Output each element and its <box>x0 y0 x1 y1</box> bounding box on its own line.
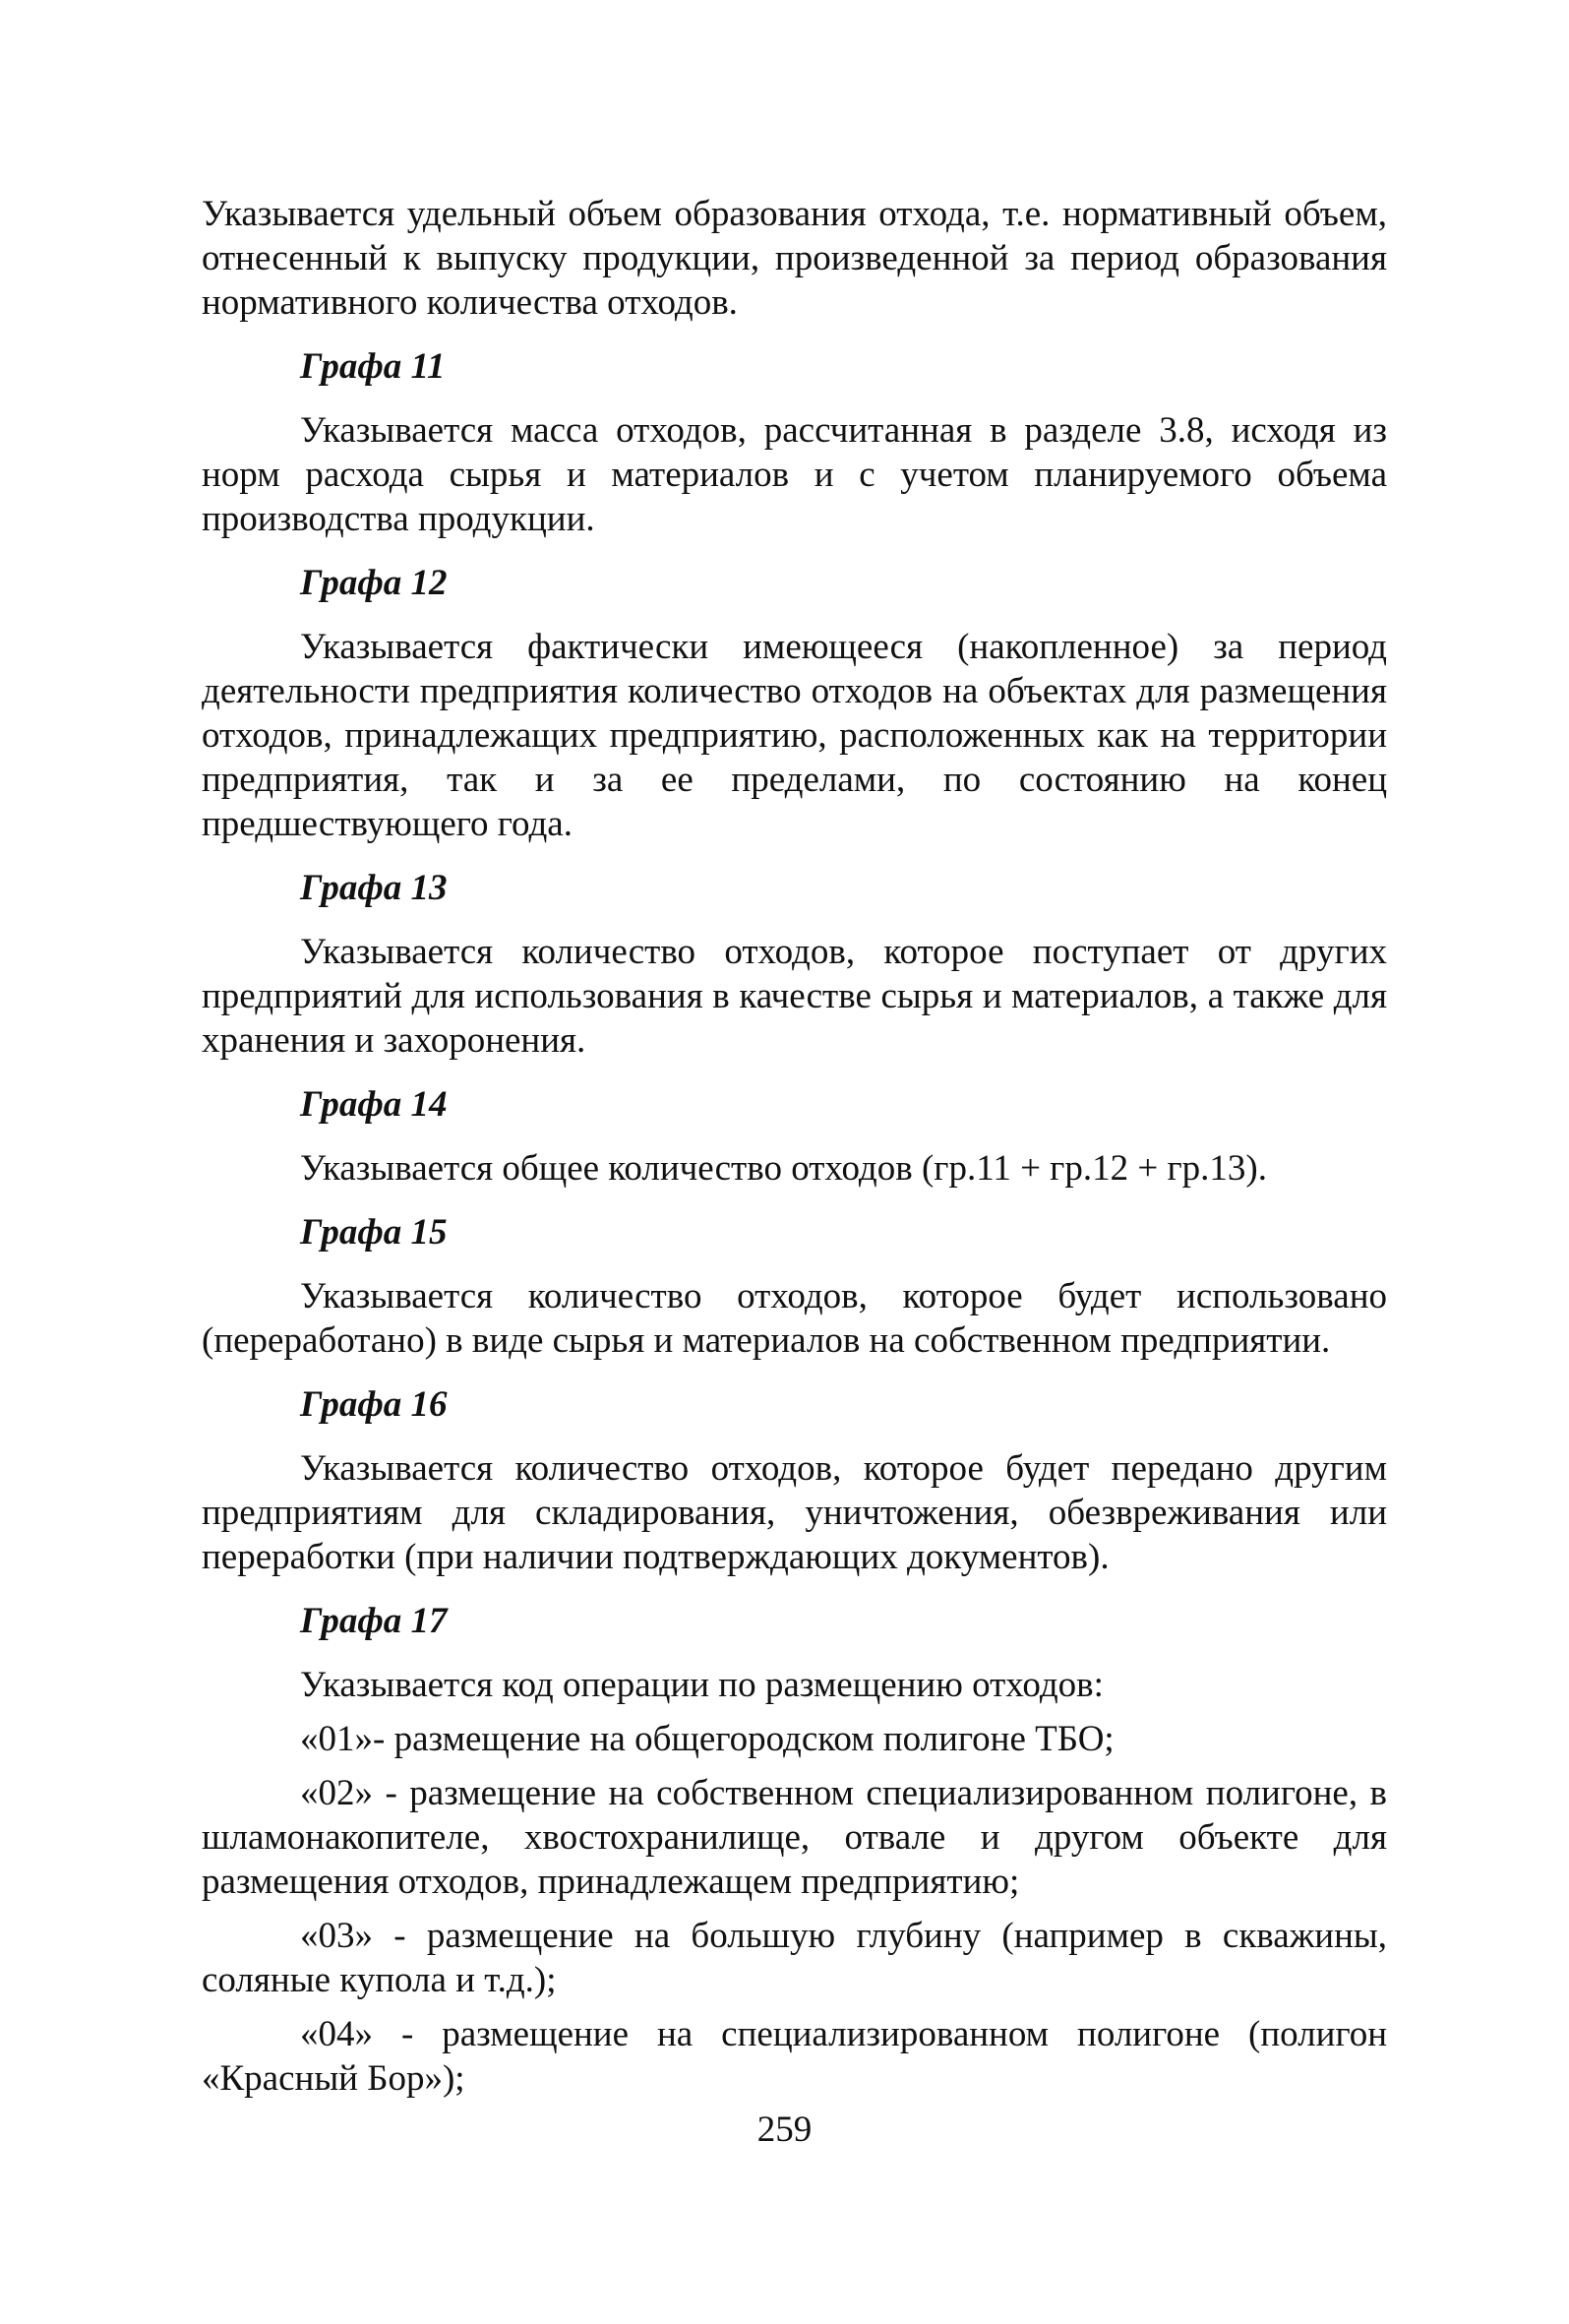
paragraph-grafa-16: Указывается количество отходов, которое будет передано другим предприятиям для складирования, уничтожения, обезвреживания или переработки (при наличии подтверждающих документов). <box>202 1448 1387 1577</box>
paragraph-grafa-15: Указывается количество отходов, которое будет использовано (переработано) в виде сырья и материалов на собственном предприятии. <box>202 1276 1387 1361</box>
heading-grafa-14: Графа 14 <box>300 1084 448 1125</box>
heading-grafa-11: Графа 11 <box>300 346 446 387</box>
heading-grafa-16: Графа 16 <box>300 1384 448 1425</box>
paragraph-grafa-13: Указывается количество отходов, которое поступает от других предприятий для использования в качестве сырья и материалов, а также для хранения и захоронения. <box>202 932 1387 1061</box>
heading-grafa-13: Графа 13 <box>300 868 448 908</box>
intro-paragraph: Указывается удельный объем образования отхода, т.е. нормативный объем, отнесенный к выпуску продукции, произведенной за период образования нормативного количества отходов. <box>202 194 1387 323</box>
code-item-04: «04» - размещение на специализированном полигоне (полигон «Красный Бор»); <box>202 2014 1387 2099</box>
heading-grafa-12: Графа 12 <box>300 563 448 603</box>
paragraph-grafa-17: Указывается код операции по размещению отходов: <box>300 1665 1104 1705</box>
page-number: 259 <box>756 2110 813 2150</box>
paragraph-grafa-11: Указывается масса отходов, рассчитанная в разделе 3.8, исходя из норм расхода сырья и материалов и с учетом планируемого объема производства продукции. <box>202 410 1387 539</box>
page-content <box>202 192 1387 2101</box>
heading-grafa-15: Графа 15 <box>300 1212 448 1253</box>
paragraph-grafa-12: Указывается фактически имеющееся (накопленное) за период деятельности предприятия количество отходов на объектах для размещения отходов, принадлежащих предприятию, расположенных как на территории предприятия, так и за ее пределами, по состоянию на конец предшествующего года. <box>202 627 1387 844</box>
code-item-02: «02» - размещение на собственном специализированном полигоне, в шламонакопителе, хвостохранилище, отвале и другом объекте для размещения отходов, принадлежащем предприятию; <box>202 1773 1387 1902</box>
code-item-01: «01»- размещение на общегородском полигоне ТБО; <box>300 1719 1115 1759</box>
paragraph-grafa-14: Указывается общее количество отходов (гр.11 + гр.12 + гр.13). <box>300 1148 1267 1189</box>
heading-grafa-17: Графа 17 <box>300 1601 448 1641</box>
code-item-03: «03» - размещение на большую глубину (например в скважины, соляные купола и т.д.); <box>202 1916 1387 2000</box>
